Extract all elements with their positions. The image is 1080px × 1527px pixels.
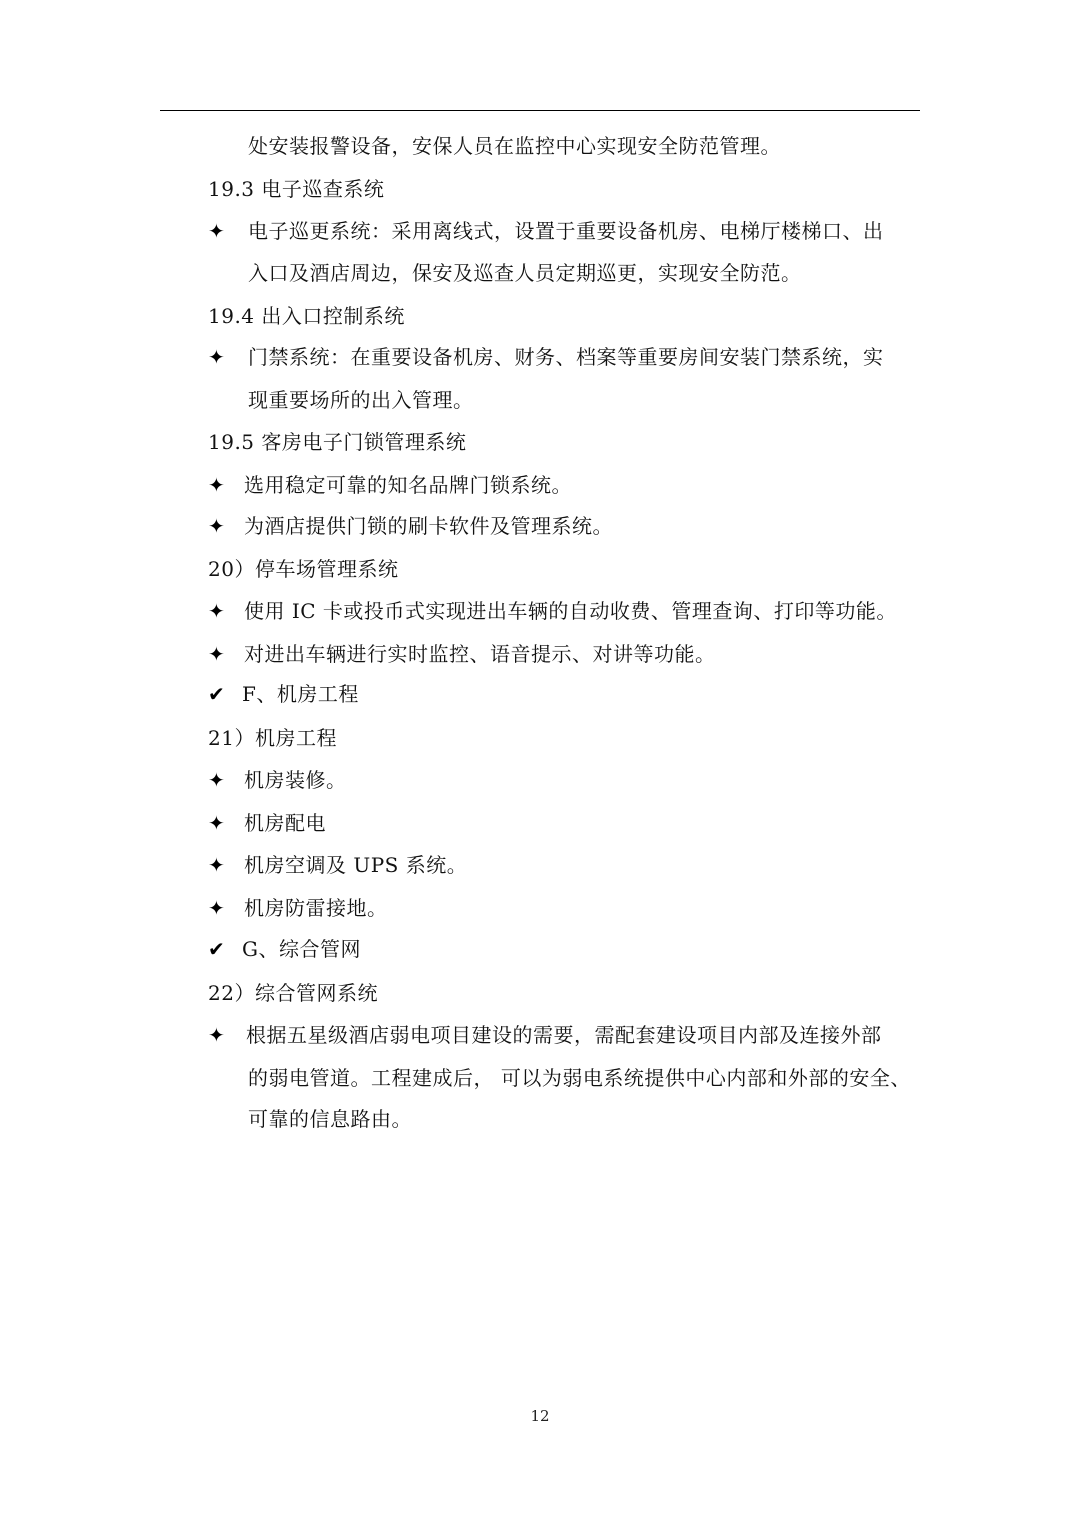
four-point-star-icon: ✦: [208, 599, 225, 623]
four-point-star-icon: ✦: [208, 514, 225, 538]
body-text-line: 处安装报警设备，安保人员在监控中心实现安全防范管理。: [248, 134, 781, 158]
four-point-star-icon: ✦: [208, 219, 225, 243]
bullet-text-line: 机房防雷接地。: [244, 896, 388, 920]
check-mark-icon: ✔: [208, 682, 225, 706]
four-point-star-icon: ✦: [208, 853, 225, 877]
four-point-star-icon: ✦: [208, 345, 225, 369]
bullet-text-line: 为酒店提供门锁的刷卡软件及管理系统。: [244, 514, 613, 538]
body-text-line: 的弱电管道。工程建成后， 可以为弱电系统提供中心内部和外部的安全、: [248, 1066, 911, 1090]
header-rule: [160, 110, 920, 111]
four-point-star-icon: ✦: [208, 768, 225, 792]
bullet-text-line: 机房装修。: [244, 768, 347, 792]
section-heading: 19.4 出入口控制系统: [208, 304, 405, 328]
bullet-text-line: 使用 IC 卡或投币式实现进出车辆的自动收费、管理查询、打印等功能。: [244, 599, 897, 623]
check-heading: G、综合管网: [242, 937, 361, 961]
check-mark-icon: ✔: [208, 937, 225, 961]
section-heading: 22）综合管网系统: [208, 981, 378, 1005]
page-number: 12: [530, 1407, 550, 1425]
body-text-line: 现重要场所的出入管理。: [248, 388, 474, 412]
bullet-text-line: 机房空调及 UPS 系统。: [244, 853, 468, 877]
bullet-text-line: 门禁系统：在重要设备机房、财务、档案等重要房间安装门禁系统，实: [248, 345, 884, 369]
section-heading: 21）机房工程: [208, 726, 337, 750]
four-point-star-icon: ✦: [208, 811, 225, 835]
section-heading: 19.5 客房电子门锁管理系统: [208, 430, 467, 454]
four-point-star-icon: ✦: [208, 1023, 225, 1047]
body-text-line: 可靠的信息路由。: [248, 1107, 412, 1131]
section-heading: 20）停车场管理系统: [208, 557, 399, 581]
four-point-star-icon: ✦: [208, 896, 225, 920]
bullet-text-line: 根据五星级酒店弱电项目建设的需要，需配套建设项目内部及连接外部: [246, 1023, 882, 1047]
bullet-text-line: 选用稳定可靠的知名品牌门锁系统。: [244, 473, 572, 497]
check-heading: F、机房工程: [242, 682, 359, 706]
body-text-line: 入口及酒店周边，保安及巡查人员定期巡更，实现安全防范。: [248, 261, 802, 285]
four-point-star-icon: ✦: [208, 642, 225, 666]
bullet-text-line: 电子巡更系统：采用离线式，设置于重要设备机房、电梯厅楼梯口、出: [248, 219, 884, 243]
bullet-text-line: 对进出车辆进行实时监控、语音提示、对讲等功能。: [244, 642, 716, 666]
bullet-text-line: 机房配电: [244, 811, 326, 835]
four-point-star-icon: ✦: [208, 473, 225, 497]
section-heading: 19.3 电子巡查系统: [208, 177, 385, 201]
